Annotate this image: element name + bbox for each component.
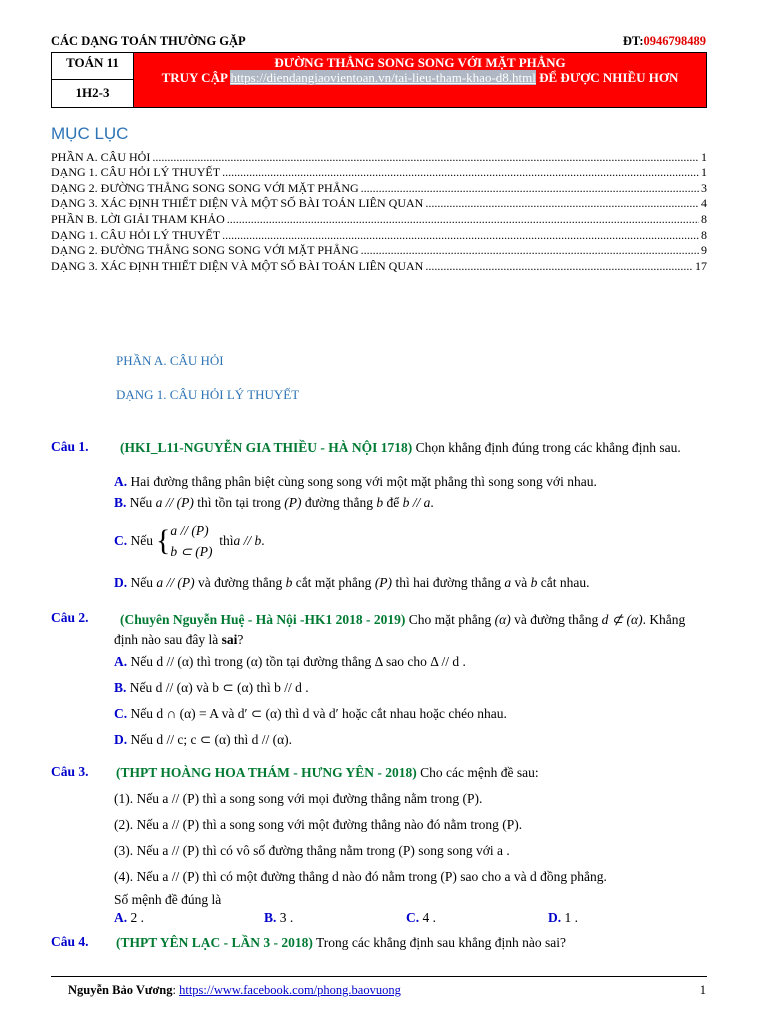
option-d[interactable]: D. 1 .	[548, 910, 578, 925]
header-table	[51, 52, 707, 108]
question-ask: Số mệnh đề đúng là	[114, 892, 222, 907]
page-number: 1	[699, 983, 706, 997]
header-phone: ĐT:0946798489	[622, 34, 706, 48]
question-number: Câu 2.	[51, 610, 89, 625]
option-c[interactable]: C. Nếu { a // (P) b ⊂ (P) thì a // b .	[114, 523, 265, 559]
toc-item[interactable]: DẠNG 1. CÂU HỎI LÝ THUYẾT ..... 8	[51, 227, 707, 243]
table-of-contents	[51, 149, 707, 274]
footer-author: Nguyễn Bảo Vương: https://www.facebook.com/phong.baovuong	[68, 983, 401, 997]
question-stem: (Chuyên Nguyễn Huệ - Hà Nội -HK1 2018 - 2019) Cho mặt phẳng (α) và đường thẳng d ⊄ (α). Khẳng định nào sau đây là sai?	[114, 612, 686, 647]
section-heading-type-1: DẠNG 1. CÂU HỎI LÝ THUYẾT	[116, 387, 300, 402]
option-d[interactable]: D. Nếu a // (P) và đường thẳng b cắt mặt phẳng (P) thì hai đường thẳng a và b cắt nhau.	[114, 575, 590, 590]
subject-label: TOÁN 11	[52, 53, 133, 80]
statement-1: (1). Nếu a // (P) thì a song song với mọi đường thẳng nằm trong (P).	[114, 791, 483, 806]
statement-4: (4). Nếu a // (P) thì có một đường thẳng d nào đó nằm trong (P) sao cho a và d đồng phẳng.	[114, 869, 607, 884]
section-heading-part-a: PHẦN A. CÂU HỎI	[116, 353, 224, 368]
option-d[interactable]: D. Nếu d // c; c ⊂ (α) thì d // (α).	[114, 732, 293, 747]
question-stem: (THPT HOÀNG HOA THÁM - HƯNG YÊN - 2018) Cho các mệnh đề sau:	[116, 765, 539, 780]
toc-item[interactable]: PHẦN A. CÂU HỎI ..... 1	[51, 149, 707, 165]
option-a[interactable]: A. 2 .	[114, 910, 144, 925]
option-b[interactable]: B. Nếu d // (α) và b ⊂ (α) thì b // d .	[114, 680, 309, 695]
question-number: Câu 3.	[51, 764, 89, 779]
toc-item[interactable]: DẠNG 3. XÁC ĐỊNH THIẾT DIỆN VÀ MỘT SỐ BÀI TOÁN LIÊN QUAN ..... 17	[51, 258, 707, 274]
option-b[interactable]: B. Nếu a // (P) thì tồn tại trong (P) đường thẳng b để b // a.	[114, 495, 434, 510]
option-c[interactable]: C. Nếu d ∩ (α) = A và d′ ⊂ (α) thì d và d′ hoặc cắt nhau hoặc chéo nhau.	[114, 706, 507, 721]
toc-item[interactable]: DẠNG 1. CÂU HỎI LÝ THUYẾT ..... 1	[51, 165, 707, 181]
question-stem: (HKI_L11-NGUYỄN GIA THIỀU - HÀ NỘI 1718) Chọn khẳng định đúng trong các khẳng định sau.	[120, 440, 681, 455]
question-number: Câu 1.	[51, 439, 89, 454]
option-b[interactable]: B. 3 .	[264, 910, 294, 925]
toc-item[interactable]: DẠNG 3. XÁC ĐỊNH THIẾT DIỆN VÀ MỘT SỐ BÀI TOÁN LIÊN QUAN ..... 4	[51, 196, 707, 212]
code-label: 1H2-3	[75, 85, 110, 100]
toc-item[interactable]: DẠNG 2. ĐƯỜNG THẲNG SONG SONG VỚI MẶT PHẲNG ..... 9	[51, 243, 707, 259]
footer-divider	[51, 976, 707, 977]
facebook-link[interactable]: https://www.facebook.com/phong.baovuong	[179, 983, 401, 997]
question-number: Câu 4.	[51, 934, 89, 949]
document-title: ĐƯỜNG THẲNG SONG SONG VỚI MẶT PHẲNG	[274, 55, 566, 70]
statement-2: (2). Nếu a // (P) thì a song song với một đường thẳng nào đó nằm trong (P).	[114, 817, 523, 832]
statement-3: (3). Nếu a // (P) thì có vô số đường thẳng nằm trong (P) song song với a .	[114, 843, 510, 858]
toc-item[interactable]: DẠNG 2. ĐƯỜNG THẲNG SONG SONG VỚI MẶT PHẲNG ..... 3	[51, 180, 707, 196]
option-c[interactable]: C. 4 .	[406, 910, 436, 925]
access-link[interactable]: https://diendangiaovientoan.vn/tai-lieu-tham-khao-d8.html	[230, 69, 536, 85]
brace-symbol: {	[156, 524, 171, 557]
header-banner	[134, 53, 706, 107]
toc-item[interactable]: PHẦN B. LỜI GIẢI THAM KHẢO ..... 8	[51, 211, 707, 227]
option-a[interactable]: A. Nếu d // (α) thì trong (α) tồn tại đường thẳng Δ sao cho Δ // d .	[114, 654, 466, 669]
option-a[interactable]: A. Hai đường thẳng phân biệt cùng song song với một mặt phẳng thì song song với nhau.	[114, 474, 597, 489]
header-series-title: CÁC DẠNG TOÁN THƯỜNG GẶP	[51, 34, 246, 48]
question-stem: (THPT YÊN LẠC - LẦN 3 - 2018) Trong các khẳng định sau khẳng định nào sai?	[116, 935, 566, 950]
access-line: TRUY CẬP https://diendangiaovientoan.vn/tai-lieu-tham-khao-d8.html ĐỂ ĐƯỢC NHIỀU HƠN	[161, 69, 679, 85]
toc-title: MỤC LỤC	[51, 124, 129, 143]
header-left-cell	[52, 53, 134, 107]
